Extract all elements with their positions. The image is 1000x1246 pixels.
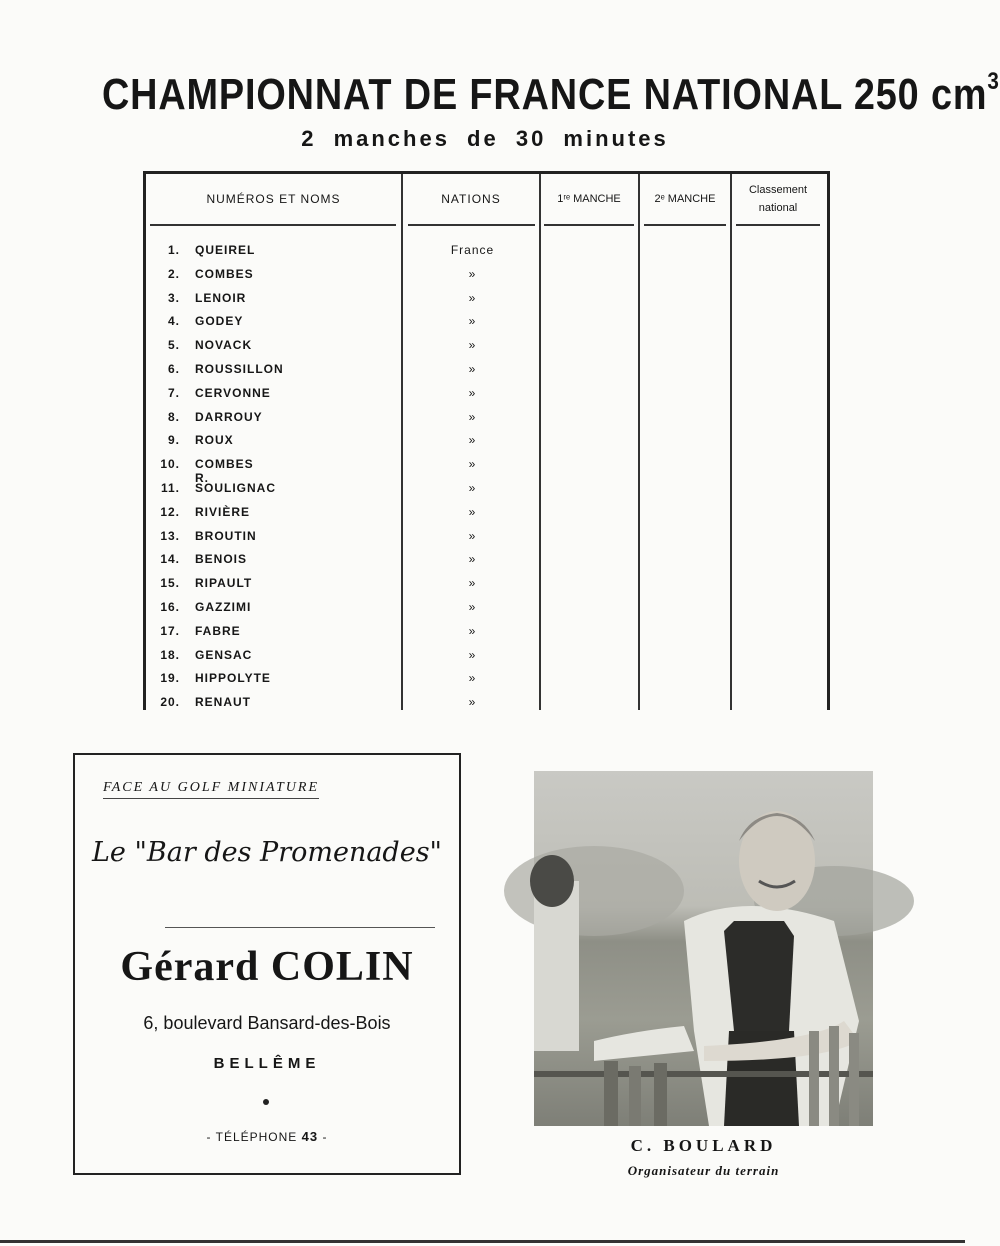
nation: »	[468, 528, 477, 543]
header-rule	[544, 224, 634, 226]
competitor-name: GODEY	[195, 314, 244, 329]
nation: »	[468, 576, 477, 591]
header-manche-2: 2ᵉ MANCHE	[654, 193, 716, 205]
photo-illustration	[534, 771, 873, 1126]
competitor-name: GENSAC	[195, 647, 253, 662]
photo-caption-role: Organisateur du terrain	[627, 1163, 780, 1178]
competitor-name: RIVIÈRE	[195, 504, 251, 519]
competitor-name: QUEIREL	[195, 243, 256, 257]
competitor-name: BENOIS	[195, 552, 248, 567]
column-divider	[638, 174, 640, 710]
page-bottom-rule	[0, 1240, 965, 1243]
competitor-name: LENOIR	[195, 290, 247, 305]
row-number: 4.	[167, 314, 180, 329]
organizer-photo	[534, 771, 873, 1126]
competitor-name: RIPAULT	[195, 576, 253, 591]
ad-tagline: FACE AU GOLF MINIATURE	[103, 780, 319, 799]
row-number: 11.	[160, 481, 180, 495]
page-title: CHAMPIONNAT DE FRANCE NATIONAL 250 $cm^3$	[101, 68, 1000, 119]
header-names: NUMÉROS ET NOMS	[206, 192, 341, 206]
ad-bar-name: Le "Bar des Promenades"	[92, 837, 442, 868]
competitor-name: RENAUT	[195, 695, 251, 710]
nation: »	[468, 504, 477, 519]
row-number: 1.	[167, 243, 180, 257]
row-number: 17.	[160, 623, 180, 638]
ad-telephone: - TÉLÉPHONE 43 -	[206, 1129, 328, 1144]
nation: »	[468, 409, 477, 424]
competitor-name: ROUX	[195, 433, 234, 448]
row-number: 19.	[160, 671, 180, 686]
nation: »	[468, 266, 477, 281]
nation: »	[468, 671, 477, 686]
competitor-name: COMBES	[195, 266, 254, 281]
ad-owner-name: Gérard COLIN	[120, 944, 414, 990]
nation: »	[468, 552, 477, 567]
nation: »	[468, 338, 477, 353]
nation: »	[468, 314, 477, 329]
nation: »	[468, 362, 477, 376]
ad-address: 6, boulevard Bansard-des-Bois	[143, 1013, 391, 1033]
nation: France	[450, 243, 495, 257]
header-rule	[644, 224, 726, 226]
competitor-name: SOULIGNAC	[195, 481, 276, 495]
competitor-name: GAZZIMI	[195, 600, 252, 614]
competitor-name: CERVONNE	[195, 385, 271, 400]
nation: »	[468, 647, 477, 662]
row-number: 20.	[160, 695, 180, 710]
row-number: 8.	[167, 409, 180, 424]
competitor-name: FABRE	[195, 623, 241, 638]
advertisement-box	[73, 753, 461, 1175]
nation: »	[468, 481, 477, 495]
results-table	[143, 171, 830, 710]
competitor-name: NOVACK	[195, 338, 253, 353]
row-number: 2.	[167, 266, 180, 281]
header-rule	[150, 224, 396, 226]
header-rule	[736, 224, 820, 226]
row-number: 7.	[167, 385, 180, 400]
header-rule	[408, 224, 535, 226]
row-number: 12.	[160, 504, 180, 519]
page-subtitle: 2 manches de 30 minutes	[301, 126, 669, 151]
row-number: 5.	[167, 338, 180, 353]
row-number: 18.	[160, 647, 180, 662]
column-divider	[730, 174, 732, 710]
row-number: 14.	[160, 552, 180, 567]
competitor-name: DARROUY	[195, 409, 263, 424]
header-manche-1: 1ʳᵉ MANCHE	[557, 193, 621, 205]
nation: »	[468, 457, 477, 472]
row-number: 15.	[160, 576, 180, 591]
row-number: 13.	[160, 528, 180, 543]
ad-city: BELLÊME	[213, 1055, 321, 1072]
row-number: 16.	[160, 600, 180, 614]
ad-divider	[165, 927, 435, 928]
row-number: 10.	[160, 457, 180, 472]
competitor-name: BROUTIN	[195, 528, 257, 543]
nation: »	[468, 385, 477, 400]
row-number: 6.	[167, 362, 180, 376]
competitor-name: HIPPOLYTE	[195, 671, 271, 686]
row-number: 9.	[167, 433, 180, 448]
nation: »	[468, 695, 477, 710]
bullet-dot	[263, 1099, 269, 1105]
nation: »	[468, 623, 477, 638]
competitor-name: ROUSSILLON	[195, 362, 284, 376]
nation: »	[468, 600, 477, 614]
row-number: 3.	[167, 290, 180, 305]
header-nations: NATIONS	[441, 192, 501, 206]
nation: »	[468, 290, 477, 305]
nation: »	[468, 433, 477, 448]
header-classement: Classement national	[748, 184, 808, 214]
competitor-name: COMBES R.	[195, 457, 254, 486]
photo-caption-name: C. BOULARD	[630, 1136, 777, 1155]
